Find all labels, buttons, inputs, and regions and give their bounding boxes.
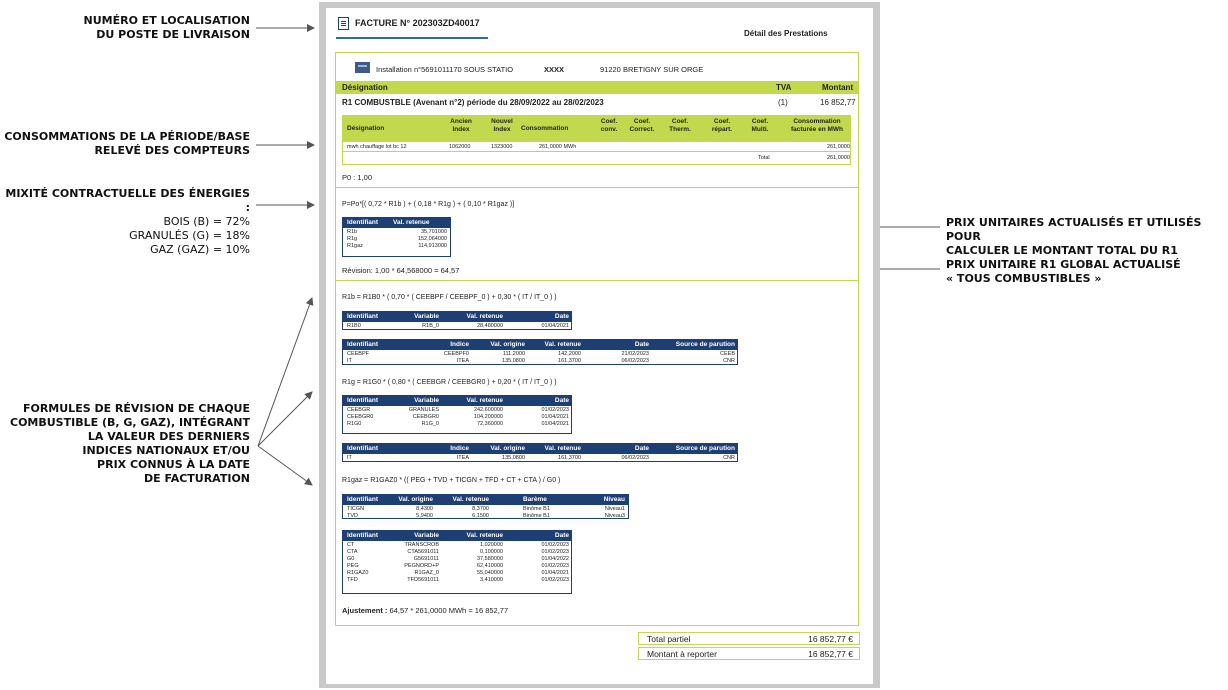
formula-r1gaz: R1gaz = R1GAZ0 * (( PEG + TVD + TICGN + TFD + CT + CTA ) / G0 ) [342,477,561,484]
table-cell: Binôme B1 [523,513,550,519]
r1-line-tva: (1) [778,98,788,107]
table-cell: 6,1500 [472,513,489,519]
document-icon [338,17,349,30]
cons-cell-ancien: 1062000 [449,144,471,150]
table-cell: CTA [347,549,358,555]
table-header-cell: Identifiant [347,496,379,503]
table-cell: 142,2000 [558,351,581,357]
r1gaz-variable-table [342,530,572,594]
formula-r1b: R1b = R1B0 * ( 0,70 * ( CEEBPF / CEEBPF_0 ) + 0,30 * ( IT / IT_0 ) ) [342,294,557,301]
adjustment-value: 64,57 * 261,0000 MWh = 16 852,77 [389,606,509,615]
table-header-cell: Val. origine [398,496,433,503]
col-coef-multi: Coef. Multi. [751,118,769,133]
table-cell: CEEB [720,351,735,357]
table-cell: PEGNORD+P [404,563,439,569]
table-header-cell: Indice [450,341,469,348]
table-cell: 06/02/2023 [621,358,649,364]
annotation-line: PRIX UNITAIRE R1 GLOBAL ACTUALISÉ [946,258,1181,271]
total-partiel-label: Total partiel [647,634,691,644]
table-header [343,531,571,541]
arrow-formula-r1g [258,392,312,446]
table-cell: 161,3700 [558,358,581,364]
table-cell: CNR [723,358,735,364]
table-cell: 01/04/2021 [541,323,569,329]
table-cell: TVD [347,513,358,519]
table-cell: R1G0 [347,421,362,427]
table-cell: 01/04/2021 [541,414,569,420]
table-cell: R1GAZ0 [347,570,369,576]
table-cell: CEEBGR0 [347,414,374,420]
building-icon [355,62,370,73]
r1-line-label: R1 COMBUSTBLE (Avenant n°2) période du 28/09/2022 au 28/02/2023 [342,98,604,107]
r1-line-amount: 16 852,77 [820,98,856,107]
table-cell: CEEBPF [347,351,370,357]
table-cell: R1gaz [347,243,363,249]
table-cell: 01/04/2021 [541,421,569,427]
title-underline [336,37,488,39]
table-cell: GRANULES [408,407,439,413]
invoice-detail-box [335,52,859,626]
table-header-cell: Val. retenue [466,313,503,320]
table-header [343,312,571,322]
annotation-line: RELEVÉ DES COMPTEURS [94,144,250,157]
invoice-title [355,18,480,28]
table-cell: CEEBGR [347,407,371,413]
col-coef-therm: Coef. Therm. [669,118,691,133]
table-cell: 8,4300 [416,506,433,512]
invoice-page [326,8,873,684]
table-header-cell: Identifiant [347,532,379,539]
annotation-line: DU POSTE DE LIVRAISON [96,28,250,41]
table-cell: 01/04/2022 [541,556,569,562]
table-cell: Niveau3 [604,513,625,519]
table-cell: IT [347,455,352,461]
table-cell: 37,580000 [477,556,503,562]
section-title: Détail des Prestations [744,29,828,38]
table-cell: 01/02/2023 [541,542,569,548]
invoice-number: FACTURE N° 202303ZD40017 [355,18,480,28]
table-cell: 152,064000 [417,236,447,242]
annotation-line: INDICES NATIONAUX ET/OU [82,444,250,457]
table-header-cell: Val. retenue [466,532,503,539]
table-cell: TICGN [347,506,365,512]
table-cell: G0 [347,556,355,562]
table-cell: TFD [347,577,358,583]
table-cell: 01/02/2023 [541,563,569,569]
table-cell: TFD5691011 [407,577,439,583]
cons-cell-nouvel: 1323000 [491,144,513,150]
cons-cell-designation: mwh chauffage lot bc 12 [347,144,407,150]
total-partiel-value: 16 852,77 € [808,634,853,644]
installation-address: 91220 BRETIGNY SUR ORGE [600,65,704,74]
table-cell: Binôme B1 [523,506,550,512]
table-cell: IT [347,358,352,364]
table-cell: 01/02/2023 [541,549,569,555]
table-cell: R1B0 [347,323,361,329]
adjustment-label: Ajustement : [342,606,388,615]
table-header-cell: Niveau [603,496,625,503]
table-header-cell: Date [554,397,569,404]
table-cell: 8,3700 [472,506,489,512]
table-cell: R1B_0 [422,323,439,329]
annotation-line: CONSOMMATIONS DE LA PÉRIODE/BASE [4,130,250,143]
table-cell: 01/02/2023 [541,407,569,413]
annotation-line: PRIX UNITAIRES ACTUALISÉS ET UTILISÉS POUR [946,216,1202,243]
table-cell: R1GAZ_0 [414,570,439,576]
col-coef-repart: Coef. répart. [711,118,733,133]
col-consommation: Consommation [521,125,569,132]
consumption-table [342,115,851,165]
table-cell: 28,480000 [477,323,503,329]
table-header-cell: Val. retenue [466,397,503,404]
formula-global: P=Po*[( 0,72 * R1b ) + ( 0,18 * R1g ) + ( 0,10 * R1gaz )] [342,201,515,208]
adjustment-line [342,606,508,615]
annotation-line: NUMÉRO ET LOCALISATION [83,14,250,27]
annotation-line: PRIX CONNUS À LA DATE [97,458,250,471]
table-header [343,340,737,350]
table-cell: CEEBGR0 [412,414,439,420]
table-cell: 21/02/2023 [621,351,649,357]
table-cell: R1g [347,236,358,242]
consumption-table-header [343,116,850,142]
table-cell: PEG [347,563,359,569]
table-cell: 06/02/2023 [621,455,649,461]
table-cell: 62,410000 [477,563,503,569]
unit-price-table [342,217,451,257]
installation-number: Installation n°5691011170 SOUS STATIO [376,65,514,74]
table-header-cell: Identifiant [347,445,379,452]
table-cell: R1b [347,229,358,235]
table-header-cell: Date [634,341,649,348]
table-cell: TRANSCROB [404,542,439,548]
table-cell: CT [347,542,355,548]
table-header-cell: Val. retenue [544,341,581,348]
table-header-cell: Variable [414,397,439,404]
cons-total-label: Total [758,155,770,161]
table-cell: 0,100000 [480,549,503,555]
table-cell: R1G_0 [421,421,439,427]
table-cell: 1,020000 [480,542,503,548]
annotation-line: MIXITÉ CONTRACTUELLE DES ÉNERGIES : [5,187,250,214]
masked-address: XXXX [544,65,565,74]
r1b-index-table [342,339,738,365]
r1g-variable-table [342,395,572,434]
table-cell: 55,040000 [477,570,503,576]
table-cell: 35,701000 [421,229,447,235]
table-cell: CTA5691011 [407,549,439,555]
annotation-line: COMBUSTIBLE (B, G, GAZ), INTÉGRANT [10,416,250,429]
table-header-cell: Indice [450,445,469,452]
formula-r1g: R1g = R1G0 * ( 0,80 * ( CEEBGR / CEEBGR0 ) + 0,20 * ( IT / IT_0 ) ) [342,379,557,386]
table-cell: CEEBPF0 [443,351,469,357]
table-header [343,396,571,406]
table-cell: 5,9400 [416,513,433,519]
arrow-formula-r1b [258,298,312,446]
table-cell: 01/02/2023 [541,577,569,583]
r1b-variable-table [342,311,572,330]
total-partiel-row [638,632,860,645]
table-cell: 161,3700 [558,455,581,461]
table-header-cell: Date [554,532,569,539]
table-header-cell: Val. origine [490,341,525,348]
table-cell: 242,600000 [473,407,503,413]
annotation-line: GAZ (GAZ) = 10% [150,243,250,256]
cons-cell-consommation: 261,0000 MWh [539,144,577,150]
col-coef-correct: Coef. Correct. [629,118,655,133]
table-header-cell: Variable [414,532,439,539]
col-nouvel-index: Nouvel Index [491,118,513,133]
col-identifiant: Identifiant [347,219,379,226]
table-header-cell: Date [554,313,569,320]
annotation-line: LA VALEUR DES DERNIERS [87,430,250,443]
revision-result: Révision: 1,00 * 64,568000 = 64,57 [342,266,460,275]
annotation-line: BOIS (B) = 72% [163,215,250,228]
table-cell: 135,0800 [502,358,525,364]
table-cell: 114,913000 [418,243,447,249]
table-header-cell: Variable [414,313,439,320]
cons-cell-facturee: 261,0000 [827,144,850,150]
annotation-line: CALCULER LE MONTANT TOTAL DU R1 [946,244,1178,257]
annotation-line: DE FACTURATION [143,472,250,485]
table-header-cell: Source de parution [675,445,735,452]
table-header-cell: Identifiant [347,313,379,320]
table-cell: 01/04/2021 [541,570,569,576]
table-header-cell: Val. origine [490,445,525,452]
r1gaz-bareme-table [342,494,629,519]
r1g-index-table [342,443,738,462]
reporter-label: Montant à reporter [647,649,717,659]
annotation-line: GRANULÉS (G) = 18% [129,229,250,242]
montant-reporter-row [638,647,860,660]
designation-header [336,81,858,94]
table-cell: 72,360000 [477,421,503,427]
reporter-value: 16 852,77 € [808,649,853,659]
header-montant: Montant [822,83,854,92]
col-consommation-facturee: Consommation facturée en MWh [790,118,843,133]
p0-value: P0 : 1,00 [342,173,373,182]
table-cell: CNR [723,455,735,461]
cons-total-value: 261,0000 [827,155,850,161]
divider [336,187,858,188]
table-header-cell: Identifiant [347,341,379,348]
table-header-cell: Val. retenue [452,496,489,503]
annotation-line: « TOUS COMBUSTIBLES » [946,272,1102,285]
table-cell: 111,2000 [502,351,525,357]
divider [336,280,858,281]
col-ancien-index: Ancien Index [450,118,472,133]
arrow-formula-r1gaz [258,446,312,485]
header-tva: TVA [776,83,792,92]
table-cell: 3,410000 [480,577,503,583]
table-header [343,495,628,505]
table-header-cell: Date [634,445,649,452]
table-cell: ITEA [456,455,469,461]
table-header [343,444,737,454]
table-cell: 104,200000 [473,414,503,420]
header-designation: Désignation [342,83,388,92]
table-cell: 135,0800 [502,455,525,461]
table-cell: Niveau1 [604,506,625,512]
table-header-cell: Val. retenue [544,445,581,452]
table-header-cell: Barème [523,496,547,503]
table-cell: G5691011 [413,556,439,562]
col-val-retenue: Val. retenue [393,219,430,226]
table-header-cell: Source de parution [675,341,735,348]
col-designation: Désignation [347,125,385,132]
table-cell: ITEA [456,358,469,364]
annotation-line: FORMULES DE RÉVISION DE CHAQUE [22,402,250,415]
table-header-cell: Identifiant [347,397,379,404]
col-coef-conv: Coef. conv. [600,118,618,133]
